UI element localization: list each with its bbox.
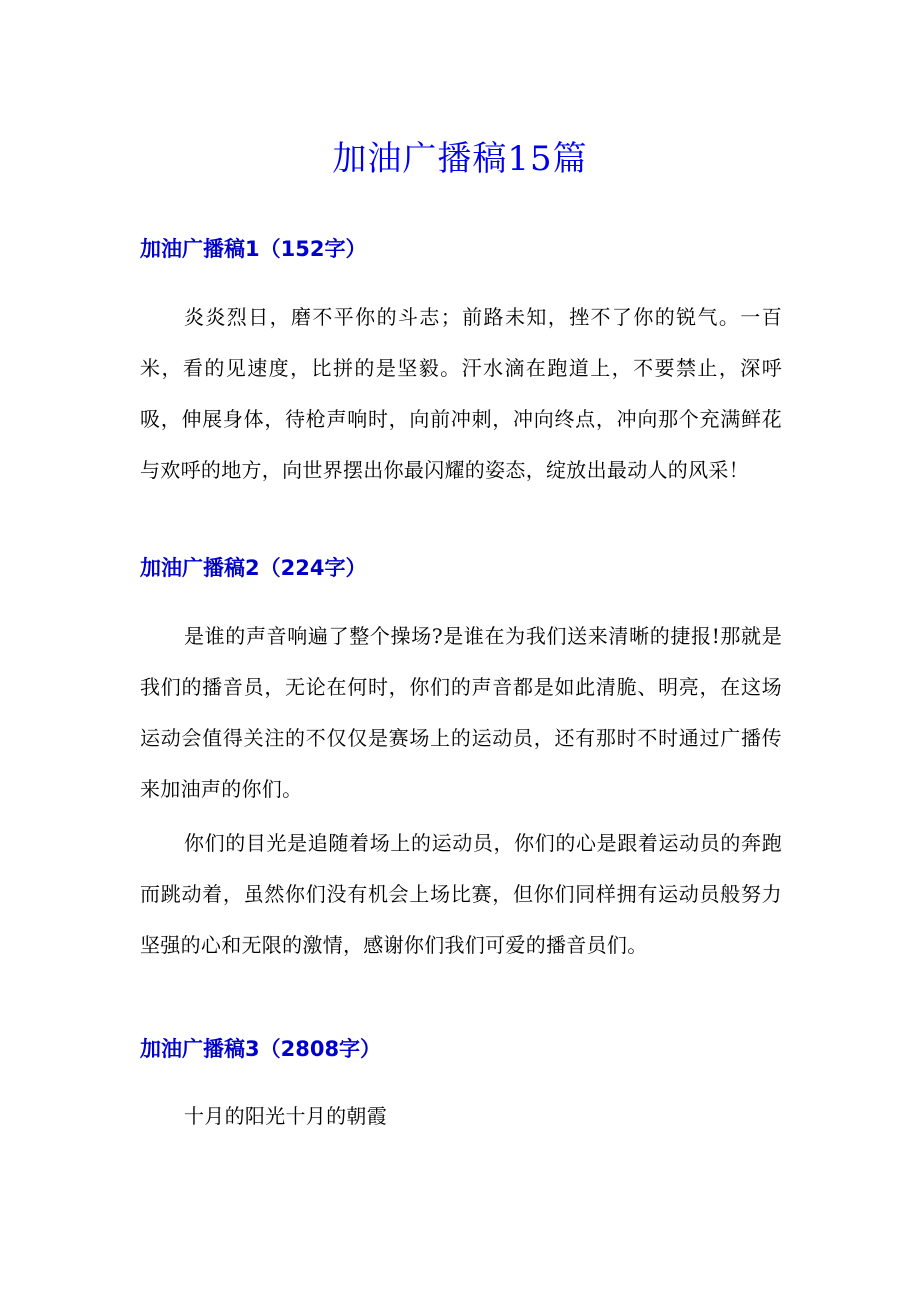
- paragraph-3-1: 十月的阳光十月的朝霞: [184, 1104, 387, 1128]
- paragraph-2-2: 你们的目光是追随着场上的运动员，你们的心是跟着运动员的奔跑而跳动着，虽然你们没有机会上场比赛，但你们同样拥有运动员般努力坚强的心和无限的激情，感谢你们我们可爱的播音员们。: [140, 831, 782, 957]
- section-heading-1: 加油广播稿1（152字）: [140, 237, 367, 261]
- document-title: 加油广播稿15篇: [332, 139, 588, 179]
- section-heading-2: 加油广播稿2（224字）: [140, 556, 367, 580]
- paragraph-1-1: 炎炎烈日，磨不平你的斗志；前路未知，挫不了你的锐气。一百米，看的见速度，比拼的是坚毅。汗水滴在跑道上，不要禁止，深呼吸，伸展身体，待枪声响时，向前冲刺，冲向终点，冲向那个充满鲜花与欢呼的地方，向世界摆出你最闪耀的姿态，绽放出最动人的风采！: [140, 305, 782, 482]
- paragraph-2-1: 是谁的声音响遍了整个操场?是谁在为我们送来清晰的捷报!那就是我们的播音员，无论在何时，你们的声音都是如此清脆、明亮，在这场运动会值得关注的不仅仅是赛场上的运动员，还有那时不时通过广播传来加油声的你们。: [140, 624, 782, 801]
- section-heading-3: 加油广播稿3（2808字）: [140, 1037, 382, 1061]
